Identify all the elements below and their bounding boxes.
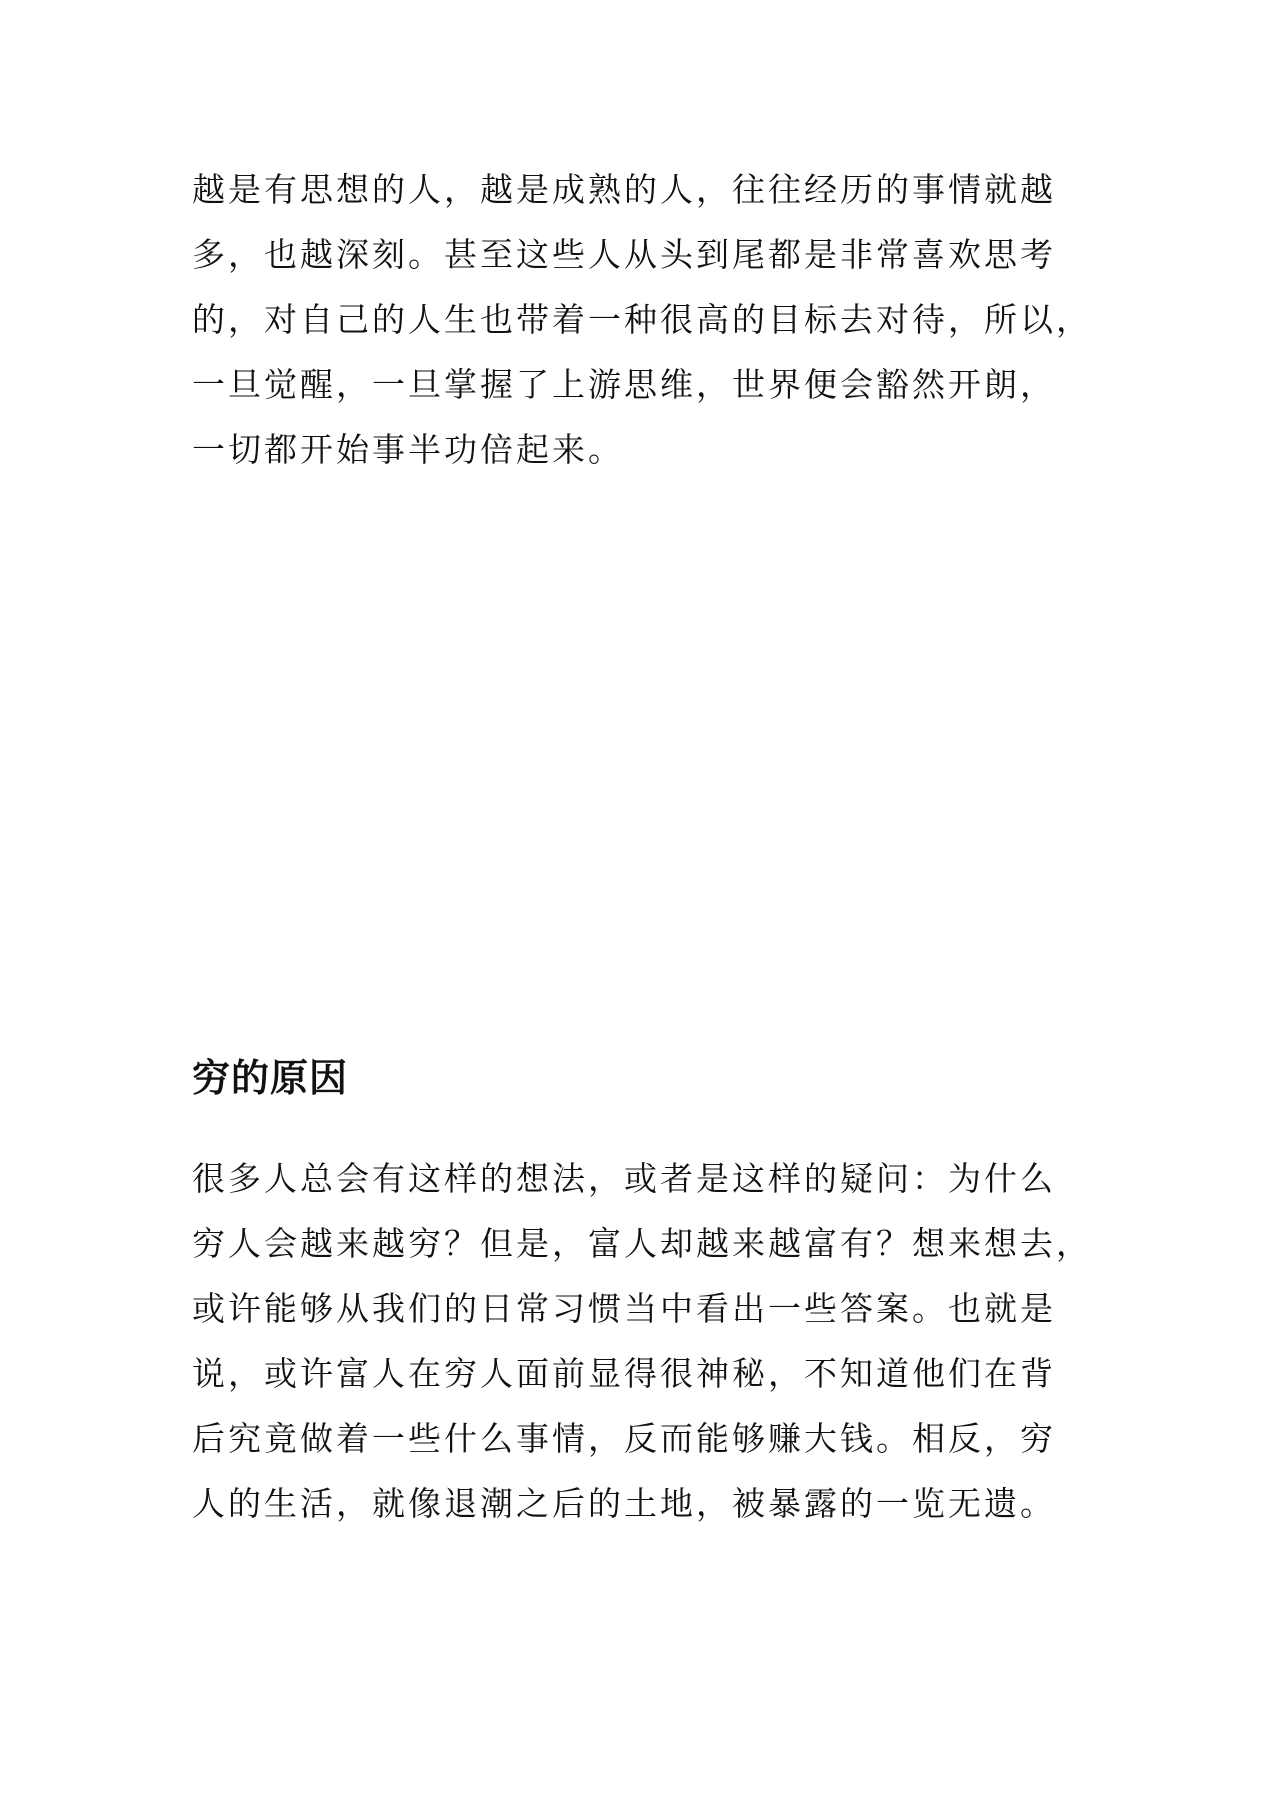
paragraph-line: 一切都开始事半功倍起来。: [192, 430, 624, 469]
paragraph-line: 一旦觉醒，一旦掌握了上游思维，世界便会豁然开朗，: [192, 365, 1056, 404]
paragraph-line: 多，也越深刻。甚至这些人从头到尾都是非常喜欢思考: [192, 235, 1056, 274]
paragraph-line: 很多人总会有这样的想法，或者是这样的疑问：为什么: [192, 1159, 1056, 1198]
paragraph-line: 的，对自己的人生也带着一种很高的目标去对待，所以，: [192, 300, 1092, 339]
paragraph-line: 说，或许富人在穷人面前显得很神秘，不知道他们在背: [192, 1354, 1056, 1393]
paragraph-intro: [192, 157, 1092, 482]
paragraph-line: 或许能够从我们的日常习惯当中看出一些答案。也就是: [192, 1289, 1056, 1328]
paragraph-line: 人的生活，就像退潮之后的土地，被暴露的一览无遗。: [192, 1484, 1056, 1523]
section-heading: 穷的原因: [192, 1056, 349, 1100]
paragraph-body: [192, 1146, 1092, 1536]
paragraph-line: 后究竟做着一些什么事情，反而能够赚大钱。相反，穷: [192, 1419, 1056, 1458]
paragraph-line: 穷人会越来越穷？但是，富人却越来越富有？想来想去，: [192, 1224, 1092, 1263]
paragraph-line: 越是有思想的人，越是成熟的人，往往经历的事情就越: [192, 170, 1056, 209]
